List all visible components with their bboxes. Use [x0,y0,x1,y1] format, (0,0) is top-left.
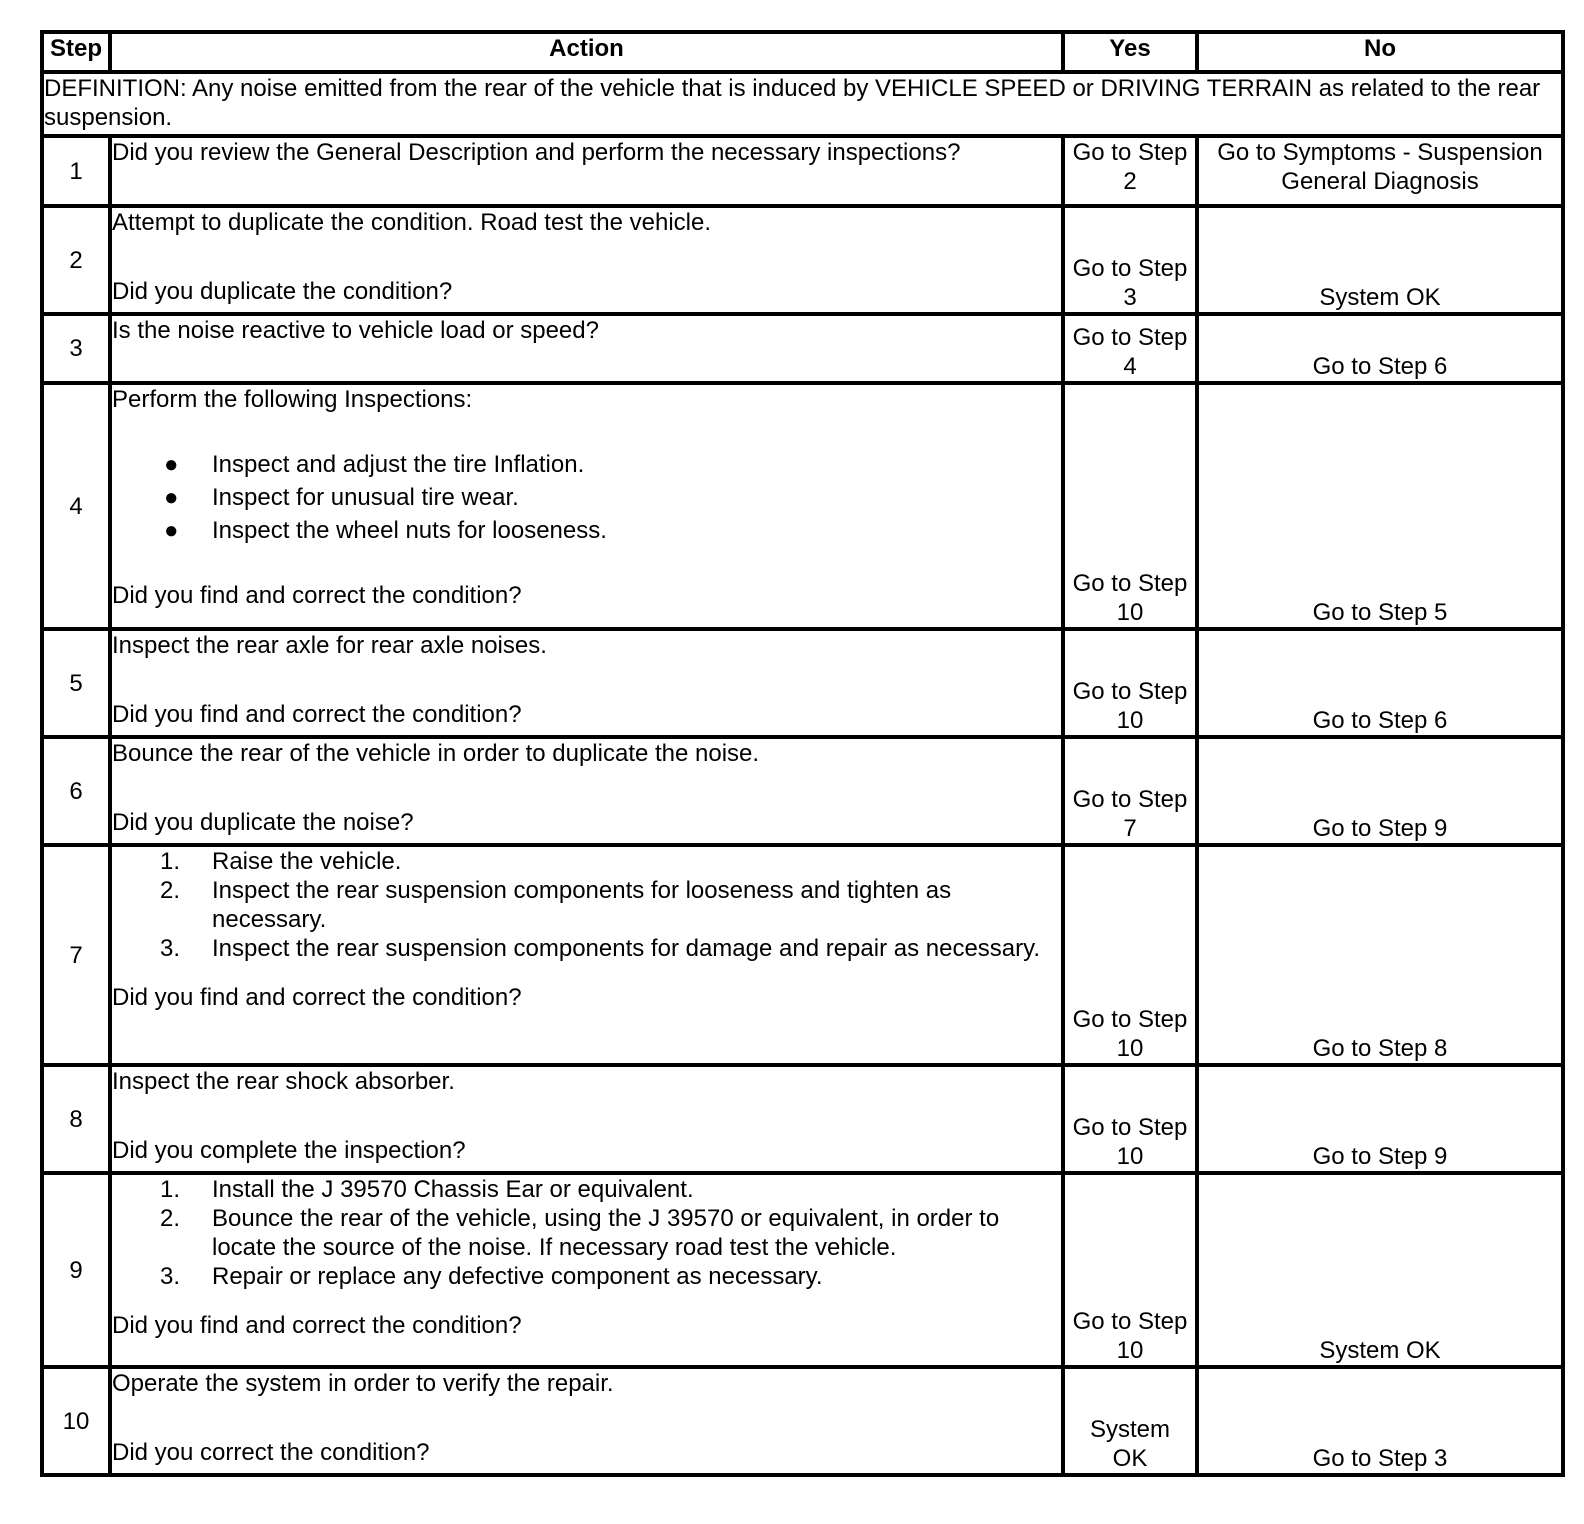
table-row [42,1367,1563,1475]
yes-cell: Go to Step 10 [1063,1173,1197,1367]
list-number: 3. [160,1263,181,1290]
list-item [112,847,1061,876]
yes-cell: Go to Step 2 [1063,136,1197,206]
no-cell: Go to Step 9 [1197,1065,1563,1173]
list-item-text: Inspect the rear suspension components for damage and repair as necessary. [212,935,1041,962]
table-row [42,1173,1563,1367]
list-item-text: Inspect and adjust the tire Inflation. [212,451,585,478]
action-question: Did you duplicate the condition? [112,278,453,305]
list-item-text: Inspect the wheel nuts for looseness. [212,517,607,544]
no-cell: System OK [1197,1173,1563,1367]
step-number: 1 [42,136,110,206]
header-no: No [1197,32,1563,72]
action-cell [110,1367,1063,1475]
action-text: Inspect the rear axle for rear axle noises. [112,632,547,659]
action-cell [110,383,1063,629]
yes-cell: Go to Step 10 [1063,845,1197,1065]
yes-cell: Go to Step 10 [1063,629,1197,737]
action-cell [110,737,1063,845]
yes-cell: Go to Step 7 [1063,737,1197,845]
action-cell [110,629,1063,737]
list-number: 3. [160,935,181,962]
table-row [42,1065,1563,1173]
list-item-text: Repair or replace any defective component as necessary. [212,1263,823,1290]
step-number: 6 [42,737,110,845]
action-cell [110,1173,1063,1367]
yes-cell: Go to Step 10 [1063,383,1197,629]
step-number: 4 [42,383,110,629]
table-row [42,136,1563,206]
header-step: Step [42,32,110,72]
definition-text: DEFINITION: Any noise emitted from the rear of the vehicle that is induced by VEHICLE SPEED or DRIVING TERRAIN as related to the rear suspension. [42,72,1563,136]
no-cell: Go to Step 3 [1197,1367,1563,1475]
list-item [112,1204,1061,1262]
no-cell: Go to Step 8 [1197,845,1563,1065]
action-question: Is the noise reactive to vehicle load or speed? [112,317,599,344]
action-question: Did you review the General Description and perform the necessary inspections? [112,139,961,166]
action-text: Bounce the rear of the vehicle in order to duplicate the noise. [112,740,760,767]
action-question: Did you find and correct the condition? [112,701,522,728]
step-number: 2 [42,206,110,314]
no-cell: Go to Step 6 [1197,629,1563,737]
no-cell: Go to Symptoms - Suspension General Diagnosis [1197,136,1563,206]
list-item-text: Bounce the rear of the vehicle, using the J 39570 or equivalent, in order to locate the source of the noise. If necessary road test the vehicle. [212,1205,1000,1261]
step-number: 3 [42,314,110,383]
action-question: Did you find and correct the condition? [112,984,522,1011]
bullet-icon: ● [164,517,179,544]
list-item [112,934,1061,963]
diagnostic-table [40,30,1565,1477]
no-cell: System OK [1197,206,1563,314]
action-cell [110,1065,1063,1173]
definition-row [42,72,1563,136]
no-cell: Go to Step 9 [1197,737,1563,845]
step-number: 9 [42,1173,110,1367]
table-row [42,737,1563,845]
procedure-list [112,1175,1061,1291]
action-question: Did you correct the condition? [112,1439,430,1466]
list-number: 2. [160,1205,181,1232]
action-text: Attempt to duplicate the condition. Road test the vehicle. [112,209,712,236]
list-item [112,1175,1061,1204]
action-question: Did you find and correct the condition? [112,582,522,609]
action-cell [110,206,1063,314]
step-number: 7 [42,845,110,1065]
yes-cell: Go to Step 10 [1063,1065,1197,1173]
action-text: Perform the following Inspections: [112,386,473,413]
list-item-text: Raise the vehicle. [212,848,402,875]
action-text: Inspect the rear shock absorber. [112,1068,455,1095]
list-item [112,481,1061,514]
yes-cell: Go to Step 4 [1063,314,1197,383]
action-cell [110,314,1063,383]
list-item [112,1262,1061,1291]
yes-cell: System OK [1063,1367,1197,1475]
table-row [42,206,1563,314]
action-cell [110,136,1063,206]
step-number: 10 [42,1367,110,1475]
step-number: 8 [42,1065,110,1173]
list-item-text: Install the J 39570 Chassis Ear or equivalent. [212,1176,694,1203]
header-yes: Yes [1063,32,1197,72]
list-number: 1. [160,848,181,875]
no-cell: Go to Step 6 [1197,314,1563,383]
list-number: 2. [160,877,181,904]
bullet-icon: ● [164,484,179,511]
bullet-icon: ● [164,451,179,478]
step-number: 5 [42,629,110,737]
list-number: 1. [160,1176,181,1203]
no-cell: Go to Step 5 [1197,383,1563,629]
table-row [42,845,1563,1065]
list-item [112,876,1061,934]
yes-cell: Go to Step 3 [1063,206,1197,314]
action-question: Did you complete the inspection? [112,1137,466,1164]
list-item [112,514,1061,547]
list-item-text: Inspect the rear suspension components for looseness and tighten as necessary. [212,877,952,933]
action-question: Did you find and correct the condition? [112,1312,522,1339]
procedure-list [112,847,1061,963]
table-row [42,629,1563,737]
table-row [42,314,1563,383]
header-action: Action [110,32,1063,72]
header-row [42,32,1563,72]
list-item [112,448,1061,481]
table-row [42,383,1563,629]
action-question: Did you duplicate the noise? [112,809,414,836]
inspection-list [112,448,1061,547]
action-text: Operate the system in order to verify the repair. [112,1370,614,1397]
action-cell [110,845,1063,1065]
list-item-text: Inspect for unusual tire wear. [212,484,519,511]
